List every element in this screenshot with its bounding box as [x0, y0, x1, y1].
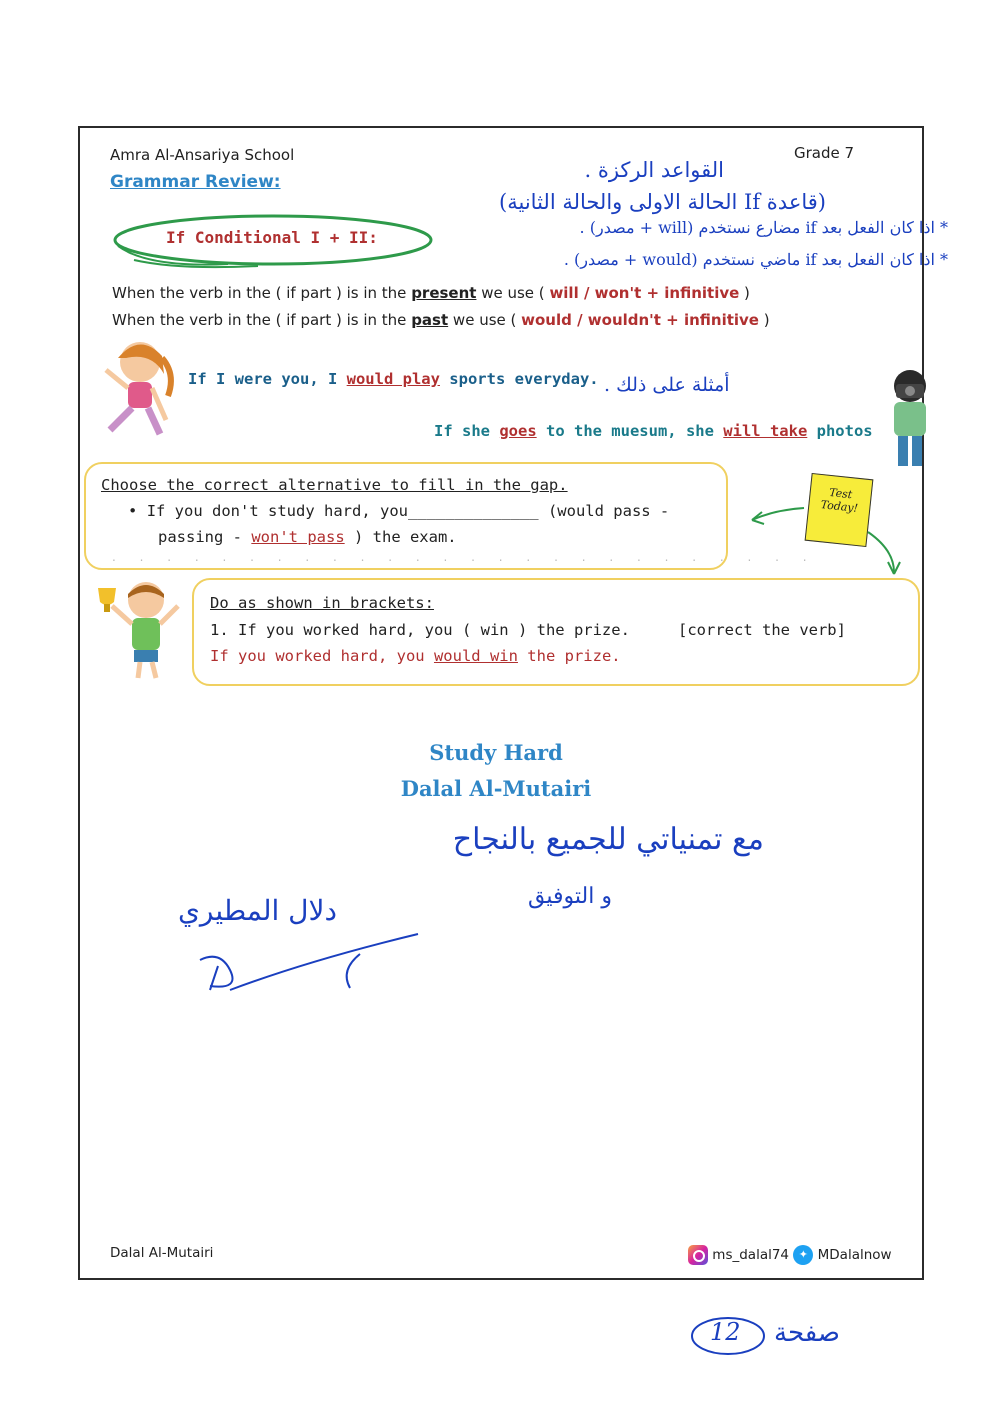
example-2-part-e: photos	[807, 422, 873, 440]
handwritten-wishes: مع تمنياتي للجميع بالنجاح	[452, 822, 764, 857]
page-word: صفحة	[774, 1318, 840, 1348]
instagram-icon	[688, 1245, 708, 1265]
exercise-2-answer-part-c: the prize.	[517, 647, 621, 665]
exercise-1-tail: ) the exam.	[344, 528, 457, 546]
twitter-handle[interactable]: MDalalnow	[817, 1247, 892, 1263]
test-today-text: Test Today!	[820, 485, 859, 515]
footer-author: Dalal Al-Mutairi	[110, 1245, 214, 1261]
rule-present-tense: present	[411, 284, 477, 302]
exercise-1-title: Choose the correct alternative to fill in the gap.	[101, 476, 568, 494]
rule-present-middle: we use (	[476, 284, 550, 302]
twitter-icon: ✦	[793, 1245, 813, 1265]
rule-present-suffix: )	[739, 284, 750, 302]
signature-scribble	[190, 930, 430, 1000]
rule-present-form: will / won't + infinitive	[549, 284, 740, 302]
boy-trophy-illustration	[92, 578, 186, 684]
example-2-part-a: If she	[434, 422, 500, 440]
conditional-label: If Conditional I + II:	[166, 228, 378, 247]
grade-label: Grade 7	[794, 144, 855, 162]
rule-present	[112, 284, 750, 302]
example-2-verb-1: goes	[499, 422, 537, 440]
example-1-part-a: If I were you, I	[188, 370, 347, 388]
handwritten-wishes-2: و التوفيق	[528, 884, 612, 909]
school-name: Amra Al-Ansariya School	[110, 146, 295, 164]
handwritten-past-note: * اذا كان الفعل بعد if ماضي نستخدم (would + مصدر) .	[563, 250, 948, 269]
page-number: 12	[710, 1318, 741, 1346]
exercise-1-answer: won't pass	[251, 528, 345, 546]
exercise-2-instruction: [correct the verb]	[678, 621, 846, 639]
exercise-1-option: passing -	[158, 528, 252, 546]
photographer-illustration	[882, 360, 938, 480]
rule-past-tense: past	[411, 311, 449, 329]
exercise-1-line-1	[128, 502, 669, 520]
handwritten-rule: (قاعدة If الحالة الاولى والحالة الثانية)	[499, 190, 826, 214]
exercise-2-answer-part-a: If you worked hard, you	[210, 647, 434, 665]
example-2-verb-2: will take	[723, 422, 808, 440]
instagram-handle[interactable]: ms_dalal74	[712, 1247, 790, 1263]
exercise-2-answer-verb: would win	[433, 647, 518, 665]
example-sentence-2	[434, 422, 873, 440]
exercise-2-question: 1. If you worked hard, you ( win ) the prize.	[210, 621, 630, 639]
handwritten-examples-note: أمثلة على ذلك .	[604, 374, 730, 396]
rule-past-prefix: When the verb in the ( if part ) is in the	[112, 311, 412, 329]
handwritten-present-note: * اذا كان الفعل بعد if مضارع نستخدم (will + مصدر) .	[579, 218, 948, 237]
exercise-1-line-2	[158, 528, 457, 546]
rule-past-middle: we use (	[448, 311, 522, 329]
example-1-part-c: sports everyday.	[439, 370, 599, 388]
exercise-2-title: Do as shown in brackets:	[210, 594, 434, 612]
girl-illustration	[96, 334, 176, 440]
example-2-part-c: to the muesum, she	[536, 422, 724, 440]
exercise-1-question: If you don't study hard, you______________ (would pass -	[146, 502, 670, 520]
example-1-verb: would play	[346, 370, 440, 388]
exercise-1-dotted-line: . . . . . . . . . . . . . . . . . . . . . . . . . .	[112, 550, 817, 564]
rule-past	[112, 311, 770, 329]
badge-arrows	[744, 500, 914, 580]
exercise-2-answer	[210, 647, 621, 665]
handwritten-title: القواعد الركزة .	[584, 158, 724, 182]
handwritten-signature-text: دلال المطيري	[178, 894, 337, 927]
closing-study-hard: Study Hard	[429, 740, 563, 765]
exercise-1-bullet: •	[128, 502, 138, 520]
page-title: Grammar Review:	[110, 172, 281, 192]
rule-past-suffix: )	[758, 311, 770, 329]
closing-author: Dalal Al-Mutairi	[400, 776, 592, 801]
example-sentence-1	[188, 370, 599, 388]
footer-social	[688, 1245, 892, 1265]
rule-past-form: would / wouldn't + infinitive	[521, 311, 759, 329]
rule-present-prefix: When the verb in the ( if part ) is in the	[112, 284, 412, 302]
